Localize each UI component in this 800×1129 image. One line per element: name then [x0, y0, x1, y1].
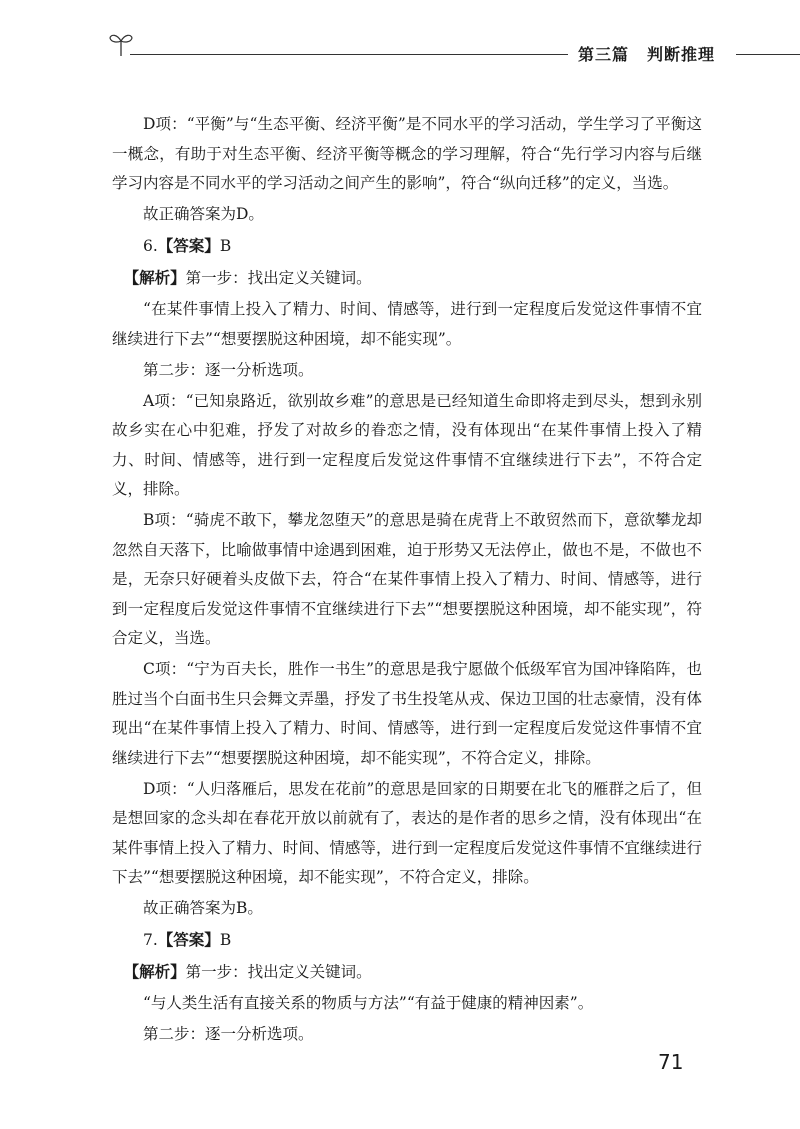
header-rule-left: [130, 54, 568, 55]
answer-value: B: [219, 931, 232, 949]
header-section: 判断推理: [647, 45, 716, 64]
page-number: 71: [658, 1050, 684, 1074]
question-number: 6.: [143, 237, 158, 255]
paragraph: 第二步：逐一分析选项。: [143, 360, 314, 379]
question-7-analysis: [112, 957, 702, 988]
analysis-step: 第一步：找出定义关键词。: [185, 269, 372, 287]
paragraph: C项：“宁为百夫长，胜作一书生”的意思是我宁愿做个低级军官为国冲锋陷阵，也胜过当个白面书生只会舞文弄墨，抒发了书生投笔从戎、保边卫国的壮志豪情，没有体现出“在某件事情上投入了精力、时间、情感等，进行到一定程度后发觉这件事情不宜继续进行下去”“想要摆脱这种困境，却不能实现”，不符合定义，排除。: [112, 660, 702, 767]
answer-label: 【答案】: [157, 236, 220, 255]
paragraph: 故正确答案为B。: [143, 899, 263, 917]
header-rule-right: [736, 54, 800, 55]
question-6-answer: [112, 231, 702, 262]
question-6-analysis: [112, 263, 702, 294]
analysis-label: 【解析】: [123, 962, 186, 981]
paragraph: B项：“骑虎不敢下，攀龙忽堕天”的意思是骑在虎背上不敢贸然而下，意欲攀龙却忽然自天落下，比喻做事情中途遇到困难，迫于形势又无法停止，做也不是，不做也不是，无奈只好硬着头皮做下去，符合“在某件事情上投入了精力、时间、情感等，进行到一定程度后发觉这件事情不宜继续进行下去”“想要摆脱这种困境，却不能实现”，符合定义，当选。: [112, 511, 702, 647]
paragraph: A项：“已知泉路近，欲别故乡难”的意思是已经知道生命即将走到尽头，想到永别故乡实在心中犯难，抒发了对故乡的眷恋之情，没有体现出“在某件事情上投入了精力、时间、情感等，进行到一定程度后发觉这件事情不宜继续进行下去”，不符合定义，排除。: [112, 391, 702, 498]
paragraph: D项：“人归落雁后，思发在花前”的意思是回家的日期要在北飞的雁群之后了，但是想回家的念头却在春花开放以前就有了，表达的是作者的思乡之情，没有体现出“在某件事情上投入了精力、时间、情感等，进行到一定程度后发觉这件事情不宜继续进行下去”“想要摆脱这种困境，却不能实现”，不符合定义，排除。: [112, 779, 702, 886]
paragraph: D项：“平衡”与“生态平衡、经济平衡”是不同水平的学习活动，学生学习了平衡这一概念，有助于对生态平衡、经济平衡等概念的学习理解，符合“先行学习内容与后继学习内容是不同水平的学习活动之间产生的影响”，符合“纵向迁移”的定义，当选。: [112, 115, 702, 192]
question-7-answer: [112, 925, 702, 956]
analysis-step: 第一步：找出定义关键词。: [185, 963, 372, 981]
analysis-label: 【解析】: [123, 268, 186, 287]
paragraph: “在某件事情上投入了精力、时间、情感等，进行到一定程度后发觉这件事情不宜继续进行下去”“想要摆脱这种困境，却不能实现”。: [112, 300, 702, 348]
answer-label: 【答案】: [157, 930, 220, 949]
header-title: [578, 42, 715, 65]
page-body: [112, 110, 702, 1051]
header-part: 第三篇: [578, 45, 630, 64]
running-header: [108, 28, 800, 68]
paragraph: 故正确答案为D。: [143, 205, 264, 223]
paragraph: “与人类生活有直接关系的物质与方法”“有益于健康的精神因素”。: [143, 994, 594, 1012]
paragraph: 第二步：逐一分析选项。: [143, 1025, 314, 1043]
question-number: 7.: [143, 931, 158, 949]
answer-value: B: [219, 237, 232, 255]
